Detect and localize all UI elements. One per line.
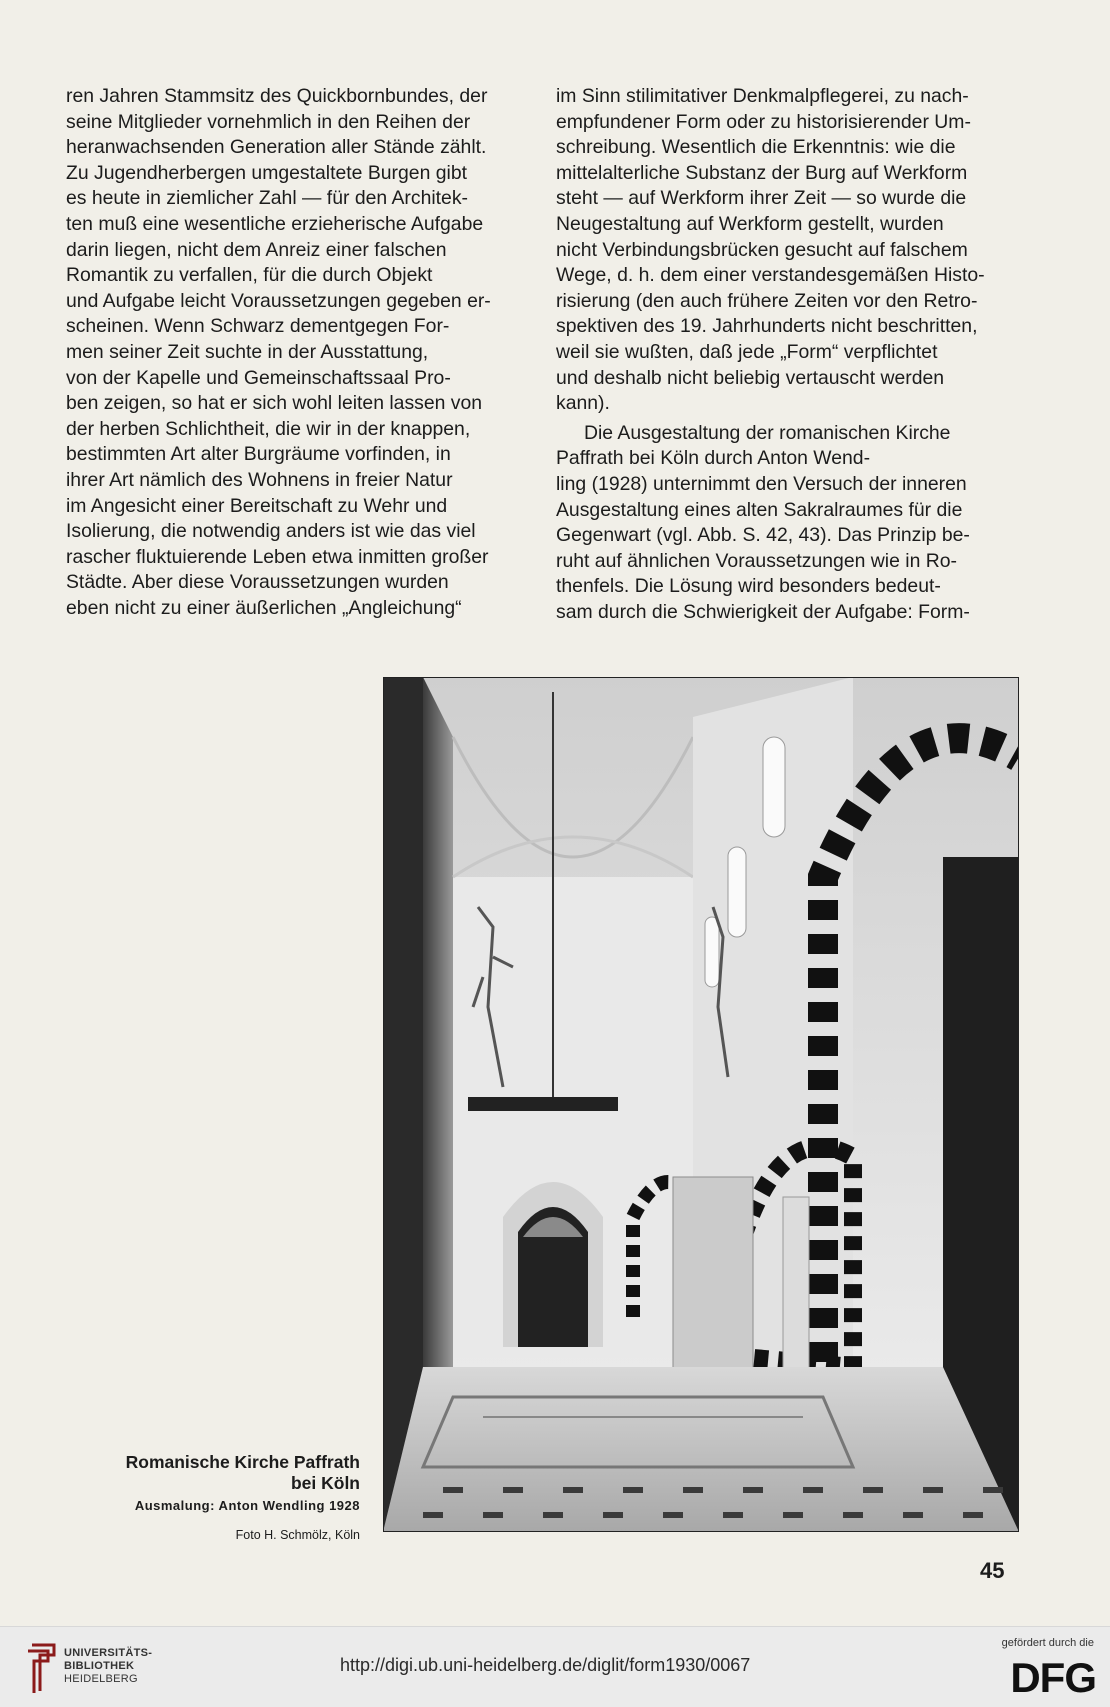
caption-title bbox=[90, 1452, 360, 1494]
library-name-line: UNIVERSITÄTS- bbox=[64, 1647, 153, 1659]
church-interior-photo bbox=[383, 677, 1019, 1532]
text-line: ten muß eine wesentliche erzieherische Aufgabe bbox=[66, 212, 484, 235]
text-line: ruht auf ähnlichen Voraussetzungen wie in Ro- bbox=[556, 549, 957, 572]
text-line: der herben Schlichtheit, die wir in der knappen, bbox=[66, 417, 471, 440]
left-paragraph bbox=[66, 84, 530, 621]
text-line: schreibung. Wesentlich die Erkenntnis: wie die bbox=[556, 136, 956, 159]
text-line: seine Mitglieder vornehmlich in den Reihen der bbox=[66, 110, 471, 133]
text-line: und deshalb nicht beliebig vertauscht werden bbox=[556, 366, 945, 389]
text-line: ben zeigen, so hat er sich wohl leiten lassen von bbox=[66, 392, 483, 415]
caption-title-line: Romanische Kirche Paffrath bbox=[125, 1452, 360, 1472]
text-line: nicht Verbindungsbrücken gesucht auf falschem bbox=[556, 238, 968, 261]
text-line: bestimmten Art alter Burgräume vorfinden, in bbox=[66, 443, 451, 466]
text-line: Isolierung, die notwendig anders ist wie das viel bbox=[66, 520, 476, 543]
text-line: thenfels. Die Lösung wird besonders bedeut- bbox=[556, 575, 941, 598]
text-line: kann). bbox=[556, 392, 610, 415]
footer-bar bbox=[0, 1626, 1110, 1707]
text-line: im Sinn stilimitativer Denkmalpflegerei, zu nach- bbox=[556, 85, 969, 107]
right-text-column bbox=[556, 84, 1020, 625]
library-name-line: HEIDELBERG bbox=[64, 1673, 138, 1685]
caption-title-line: bei Köln bbox=[290, 1473, 360, 1493]
source-url-link[interactable]: http://digi.ub.uni-heidelberg.de/diglit/form1930/0067 bbox=[340, 1655, 751, 1675]
photo-caption bbox=[90, 1452, 360, 1544]
text-line: im Angesicht einer Bereitschaft zu Wehr und bbox=[66, 494, 448, 517]
text-line: von der Kapelle und Gemeinschaftssaal Pro- bbox=[66, 366, 451, 389]
library-logo-icon bbox=[26, 1641, 60, 1695]
library-name-line: BIBLIOTHEK bbox=[64, 1660, 135, 1672]
text-line: Paffrath bei Köln durch Anton Wend- bbox=[556, 447, 871, 470]
text-line: es heute in ziemlicher Zahl — für den Architek- bbox=[66, 187, 468, 210]
text-line: Die Ausgestaltung der romanischen Kirche bbox=[584, 421, 951, 444]
text-line: eben nicht zu einer äußerlichen „Angleichung“ bbox=[66, 596, 462, 619]
text-line: men seiner Zeit suchte in der Ausstattung, bbox=[66, 340, 429, 363]
text-line: empfundener Form oder zu historisierender Um- bbox=[556, 110, 971, 133]
photo-credit: Foto H. Schmölz, Köln bbox=[235, 1528, 360, 1542]
right-paragraph-2 bbox=[556, 421, 1020, 626]
text-line: Wege, d. h. dem einer verstandesgemäßen Histo- bbox=[556, 264, 985, 287]
right-paragraph-1 bbox=[556, 84, 1020, 417]
text-line: Ausgestaltung eines alten Sakralraumes für die bbox=[556, 498, 963, 521]
text-line: mittelalterliche Substanz der Burg auf Werkform bbox=[556, 161, 968, 184]
text-line: und Aufgabe leicht Voraussetzungen gegeben er- bbox=[66, 289, 491, 312]
page-number: 45 bbox=[980, 1558, 1005, 1583]
text-line: spektiven des 19. Jahrhunderts nicht beschritten, bbox=[556, 315, 978, 338]
text-line: risierung (den auch frühere Zeiten vor den Retro- bbox=[556, 289, 978, 312]
text-line: Zu Jugendherbergen umgestaltete Burgen gibt bbox=[66, 161, 468, 184]
text-line: scheinen. Wenn Schwarz dementgegen For- bbox=[66, 315, 450, 338]
text-line: heranwachsenden Generation aller Stände zählt. bbox=[66, 136, 487, 159]
text-line: Städte. Aber diese Voraussetzungen wurden bbox=[66, 571, 449, 594]
text-line: weil sie wußten, daß jede „Form“ verpflichtet bbox=[556, 340, 938, 363]
caption-subtitle: Ausmalung: Anton Wendling 1928 bbox=[134, 1498, 360, 1513]
text-line: rascher fluktuierende Leben etwa inmitten großer bbox=[66, 545, 489, 568]
text-line: Romantik zu verfallen, für die durch Objekt bbox=[66, 264, 433, 287]
text-line: Neugestaltung auf Werkform gestellt, wurden bbox=[556, 212, 944, 235]
left-text-column bbox=[66, 84, 530, 621]
text-line: ren Jahren Stammsitz des Quickbornbundes, der bbox=[66, 85, 488, 107]
text-line: darin liegen, nicht dem Anreiz einer falschen bbox=[66, 238, 447, 261]
text-line: steht — auf Werkform ihrer Zeit — so wurde die bbox=[556, 187, 967, 210]
dfg-logo: DFG bbox=[1010, 1654, 1096, 1701]
text-line: ihrer Art nämlich des Wohnens in freier Natur bbox=[66, 468, 453, 491]
library-name bbox=[64, 1647, 152, 1686]
text-line: Gegenwart (vgl. Abb. S. 42, 43). Das Prinzip be- bbox=[556, 524, 970, 547]
text-line: ling (1928) unternimmt den Versuch der inneren bbox=[556, 472, 967, 495]
funding-note: gefördert durch die bbox=[1001, 1637, 1094, 1649]
text-line: sam durch die Schwierigkeit der Aufgabe: Form- bbox=[556, 600, 970, 623]
